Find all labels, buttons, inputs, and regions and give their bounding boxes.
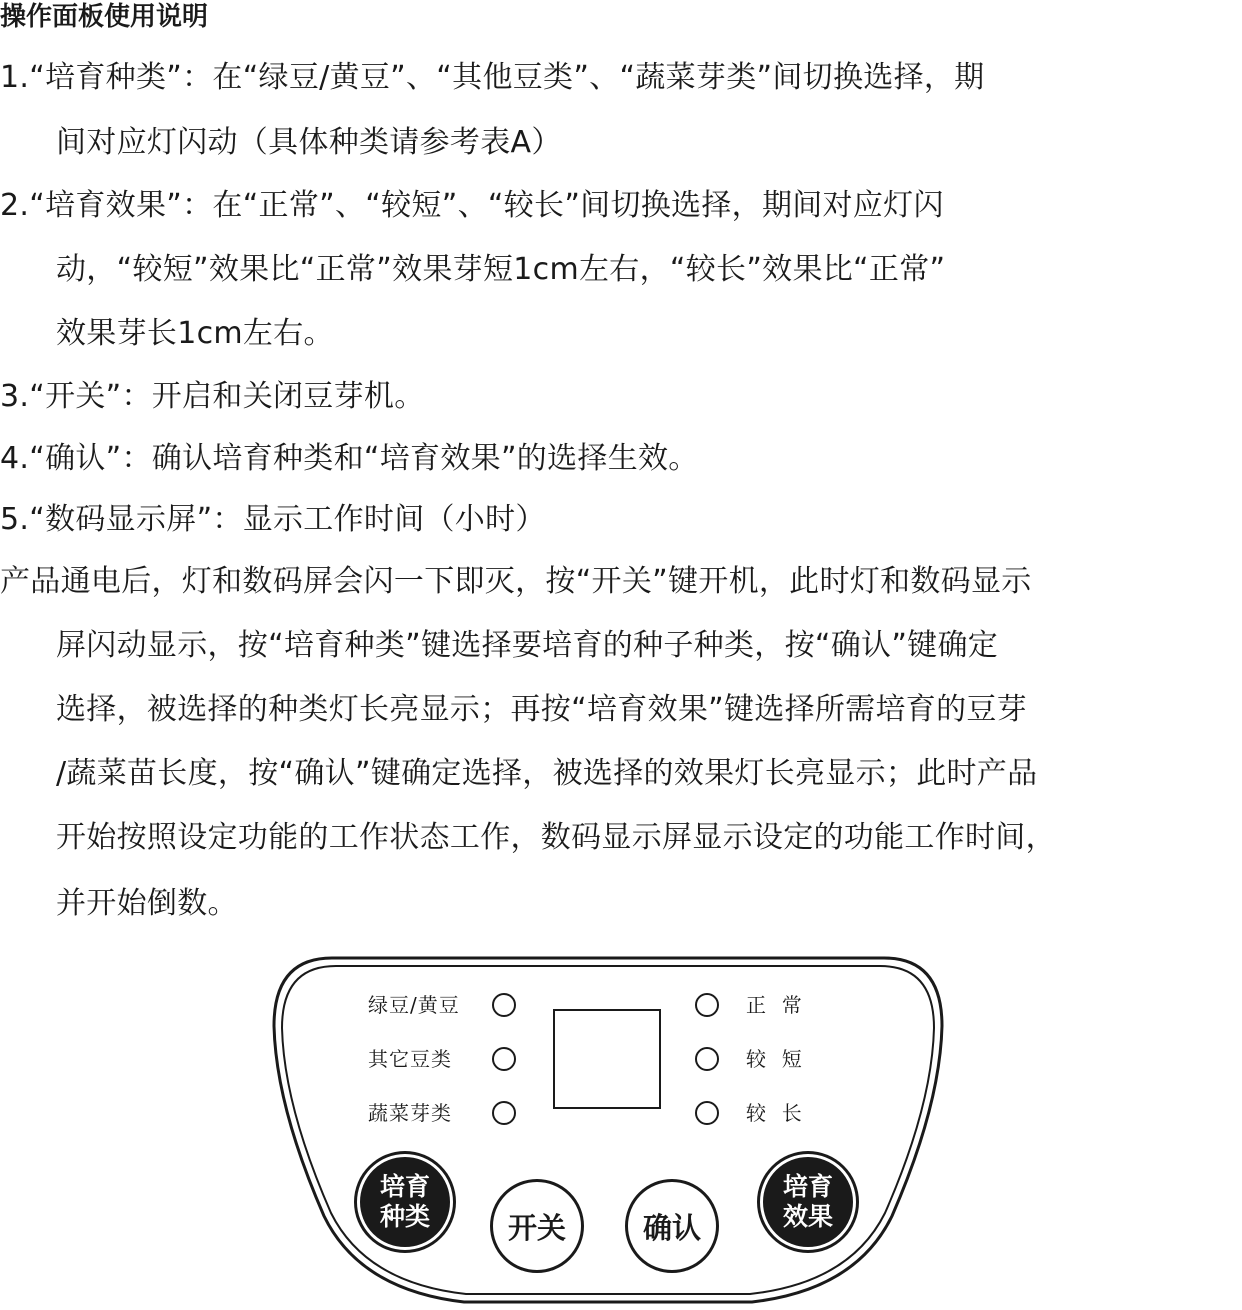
- effect-label-normal: 正 常: [746, 993, 803, 1017]
- effect-indicator-light: [695, 1101, 719, 1125]
- type-label-vegetable-sprouts: 蔬菜芽类: [368, 1101, 452, 1125]
- cultivate-type-button-label: 培育: [379, 1172, 430, 1201]
- type-label-other-beans: 其它豆类: [368, 1047, 452, 1071]
- instruction-line: 效果芽长1cm左右。: [56, 316, 334, 351]
- effect-label-shorter: 较 短: [746, 1047, 803, 1071]
- control-panel: [272, 956, 944, 1308]
- instruction-line: 5.“数码显示屏”：显示工作时间（小时）: [0, 502, 546, 537]
- cultivate-effect-button[interactable]: [760, 1154, 856, 1250]
- instruction-line: 间对应灯闪动（具体种类请参考表A）: [56, 125, 562, 160]
- instruction-line: /蔬菜苗长度，按“确认”键确定选择，被选择的效果灯长亮显示；此时产品: [56, 756, 1038, 791]
- type-indicator-light: [492, 1101, 516, 1125]
- instruction-line: 选择，被选择的种类灯长亮显示；再按“培育效果”键选择所需培育的豆芽: [56, 692, 1027, 727]
- instruction-line: 1.“培育种类”：在“绿豆/黄豆”、“其他豆类”、“蔬菜芽类”间切换选择，期: [0, 60, 985, 95]
- cultivate-type-button[interactable]: [357, 1154, 453, 1250]
- instruction-line: 3.“开关”：开启和关闭豆芽机。: [0, 379, 425, 414]
- effect-label-longer: 较 长: [746, 1101, 803, 1125]
- instruction-line: 动，“较短”效果比“正常”效果芽短1cm左右，“较长”效果比“正常”: [56, 252, 946, 287]
- cultivate-effect-button-label: 效果: [782, 1202, 833, 1231]
- type-indicator-light: [492, 993, 516, 1017]
- page-title: 操作面板使用说明: [0, 2, 209, 32]
- instruction-line: 开始按照设定功能的工作状态工作，数码显示屏显示设定的功能工作时间，: [56, 820, 1056, 855]
- effect-indicator-light: [695, 993, 719, 1017]
- power-button[interactable]: 开关: [490, 1179, 584, 1273]
- type-label-mung-soy: 绿豆/黄豆: [368, 993, 460, 1017]
- type-indicator-light: [492, 1047, 516, 1071]
- digital-display: [553, 1009, 661, 1109]
- confirm-button[interactable]: 确认: [625, 1179, 719, 1273]
- instruction-line: 2.“培育效果”：在“正常”、“较短”、“较长”间切换选择，期间对应灯闪: [0, 188, 944, 223]
- cultivate-effect-button-label: 培育: [782, 1172, 833, 1201]
- instruction-line: 屏闪动显示，按“培育种类”键选择要培育的种子种类，按“确认”键确定: [56, 628, 999, 663]
- effect-indicator-light: [695, 1047, 719, 1071]
- instruction-line: 产品通电后，灯和数码屏会闪一下即灭，按“开关”键开机，此时灯和数码显示: [0, 564, 1032, 599]
- instruction-line: 4.“确认”：确认培育种类和“培育效果”的选择生效。: [0, 441, 699, 476]
- instruction-line: 并开始倒数。: [56, 886, 238, 921]
- cultivate-type-button-label: 种类: [379, 1202, 430, 1231]
